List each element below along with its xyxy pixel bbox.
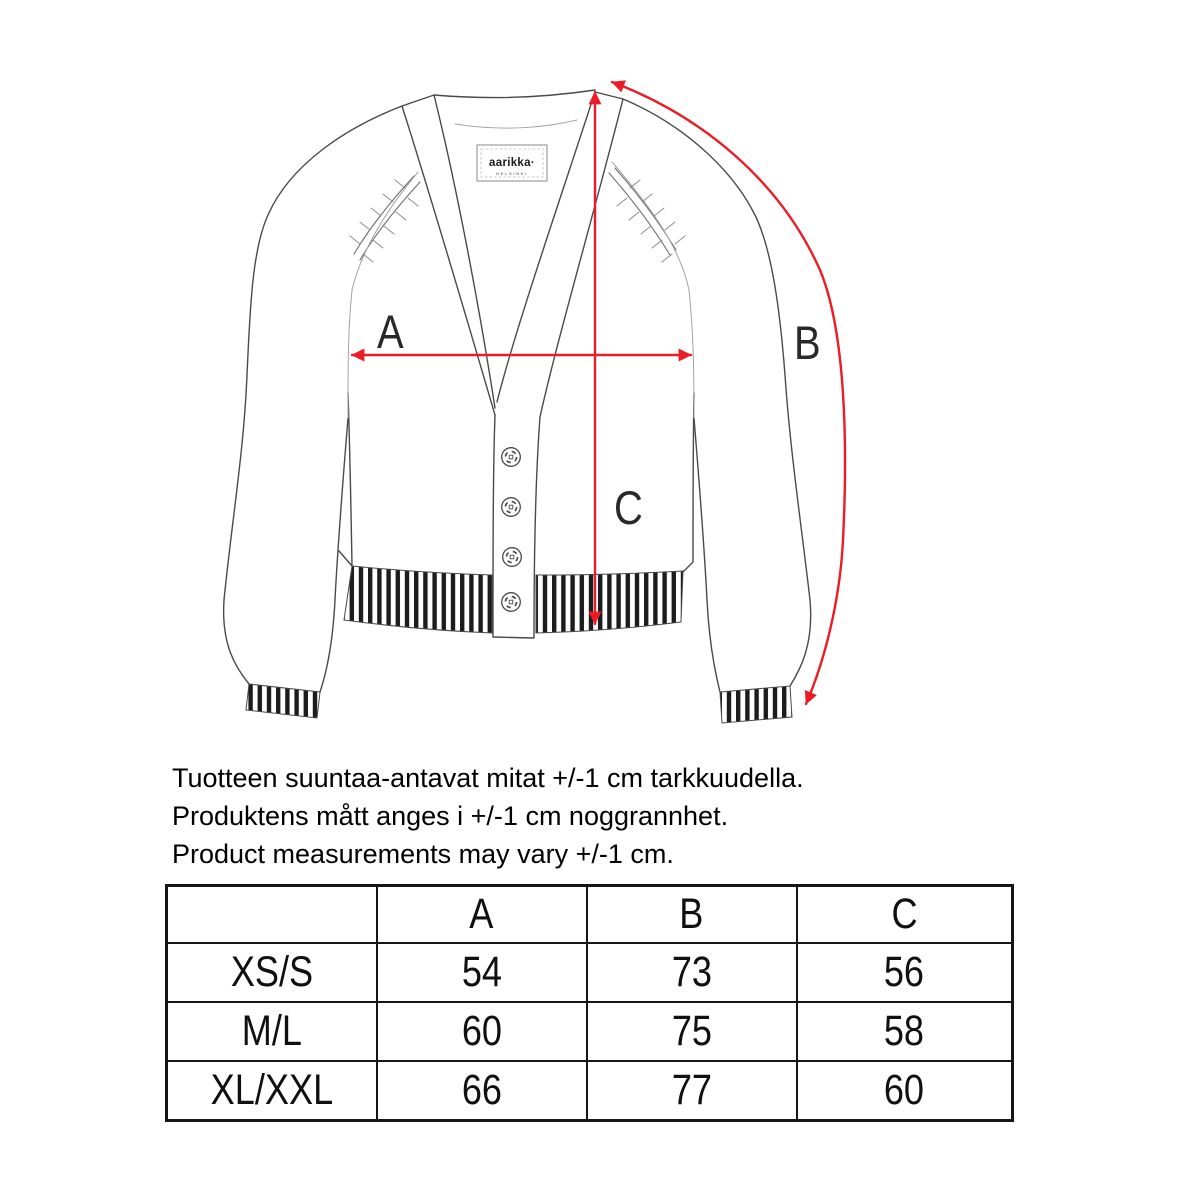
size-table-header-row — [167, 886, 1013, 944]
left-raglan-seam — [354, 176, 420, 260]
right-cuff-rib — [720, 686, 792, 723]
button-2 — [502, 498, 521, 517]
size-table-col-b: B — [587, 886, 797, 944]
body-left-edge — [339, 393, 352, 566]
left-gather-ticks — [350, 180, 418, 262]
hem-rib-right — [536, 571, 683, 633]
back-neck-seam — [455, 120, 577, 128]
buttons — [502, 448, 522, 612]
cardigan-drawing — [224, 90, 811, 723]
measure-label-b: B — [794, 318, 821, 370]
size-cell-label: XL/XXL — [167, 1061, 377, 1121]
size-cell-value: 54 — [377, 943, 587, 1002]
note-swedish: Produktens mått anges i +/-1 cm noggrannhet. — [172, 801, 729, 831]
size-cell-label: XS/S — [167, 943, 377, 1002]
size-cell-value: 73 — [587, 943, 797, 1002]
size-table-col-a: A — [377, 886, 587, 944]
right-sleeve-inner-edge — [694, 418, 720, 692]
brand-label — [477, 145, 547, 181]
size-table — [165, 884, 1014, 1122]
size-table-corner-cell — [167, 886, 377, 944]
size-cell-value: 75 — [587, 1002, 797, 1061]
size-cell-value: 60 — [377, 1002, 587, 1061]
left-armhole-line — [348, 172, 418, 418]
left-cuff-rib — [246, 684, 320, 718]
size-row-m-l — [167, 1002, 1013, 1061]
note-english: Product measurements may vary +/-1 cm. — [172, 839, 674, 869]
size-cell-value: 77 — [587, 1061, 797, 1121]
size-row-xs-s — [167, 943, 1013, 1002]
measurement-letters — [377, 307, 821, 535]
size-cell-value: 58 — [797, 1002, 1013, 1061]
size-row-xl-xxl — [167, 1061, 1013, 1121]
right-raglan-seam — [609, 168, 676, 255]
size-cell-value: 66 — [377, 1061, 587, 1121]
hem-rib-left — [344, 566, 492, 633]
left-sleeve-inner-edge — [320, 418, 348, 692]
measurement-notes — [172, 764, 804, 878]
brand-label-subtext: HELSINKI — [496, 171, 528, 176]
measure-label-a: A — [377, 307, 404, 359]
measure-label-c: C — [614, 483, 643, 535]
size-cell-label: M/L — [167, 1002, 377, 1061]
note-finnish: Tuotteen suuntaa-antavat mitat +/-1 cm tarkkuudella. — [172, 763, 804, 793]
size-cell-value: 56 — [797, 943, 1013, 1002]
neckband — [402, 90, 623, 417]
button-3 — [503, 548, 522, 567]
size-table-col-c: C — [797, 886, 1013, 944]
size-cell-value: 60 — [797, 1061, 1013, 1121]
brand-label-text: aarikka· — [489, 157, 535, 169]
button-4 — [502, 593, 521, 612]
button-1 — [502, 448, 521, 467]
body-right-edge — [683, 393, 694, 572]
